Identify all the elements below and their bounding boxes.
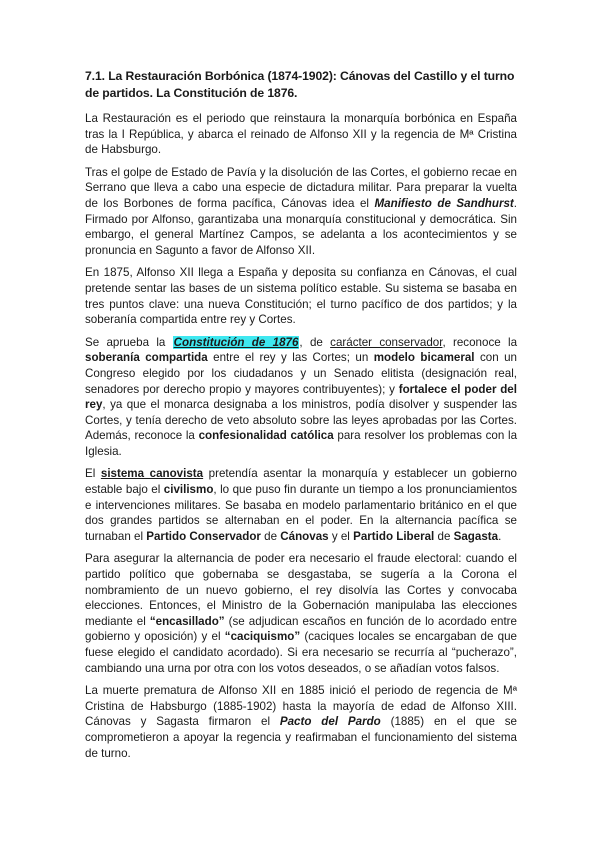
caciquismo: “caciquismo” — [224, 630, 301, 644]
paragraph-constitucion — [85, 335, 517, 460]
modelo-bicameral: modelo bicameral — [373, 351, 475, 365]
text-run: (se adjudican escaños en función de lo acordado entre gobierno y oposición) y el — [85, 614, 517, 644]
text-run: de — [260, 529, 281, 543]
sagasta: Sagasta — [453, 529, 499, 543]
civilismo: civilismo — [163, 483, 214, 497]
confesionalidad-catolica: confesionalidad católica — [198, 429, 334, 443]
text-run: Para asegurar la alternancia de poder era necesario el fraude electoral: cuando el partido político que gobernaba se desgastaba, se sugería a la Corona el nombramiento de un nuevo gobierno, el rey disolvía las Cortes y convocaba elecciones. Entonces, el Ministro de la Gobernación manipulaba las elecciones mediante el — [85, 552, 517, 628]
document-page — [85, 68, 517, 768]
text-run: y el — [328, 529, 354, 543]
paragraph-fraude-electoral — [85, 551, 517, 676]
partido-conservador: Partido Conservador — [146, 529, 261, 543]
canovas: Cánovas — [280, 529, 329, 543]
paragraph-sistema-canovista — [85, 466, 517, 544]
section-title: 7.1. La Restauración Borbónica (1874-1902): Cánovas del Castillo y el turno de partidos. La Constitución de 1876. — [85, 69, 515, 100]
text-run: entre el rey y las Cortes; un — [207, 351, 374, 365]
text-run: , de — [299, 335, 331, 349]
highlight-constitucion-1876: Constitución de 1876 — [173, 335, 299, 349]
partido-liberal: Partido Liberal — [353, 529, 435, 543]
text-run: , ya que el monarca designaba a los ministros, podía disolver y suspender las Cortes, y tenía derecho de veto absoluto sobre las leyes aprobadas por las Cortes. Además, reconoce la — [85, 398, 517, 443]
text-run: con un Congreso elegido por los ciudadanos y un Senado elitista (designación real, senadores por derecho propio y mayores contribuyentes); y — [85, 351, 518, 396]
fortalece-poder-rey: fortalece el poder del rey — [85, 382, 517, 412]
encasillado: “encasillado” — [149, 614, 225, 628]
text-run: , reconoce la — [442, 335, 518, 349]
caracter-conservador: carácter conservador — [330, 335, 443, 349]
text-run: para resolver los problemas con la Iglesia. — [85, 429, 518, 458]
text-run: pretendía asentar la monarquía y establecer un gobierno estable bajo el — [85, 467, 517, 497]
text-run: (caciques locales se encargaban de que fuese elegido el candidato acordado). Si era necesario se recurría al “pucherazo”, cambiando una urna por otra con los votos deseados, o se añadían votos falsos. — [85, 630, 517, 675]
text-run: . Firmado por Alfonso, garantizaba una monarquía constitucional y democrática. Sin embargo, el general Martínez Campos, se adelanta a los acontecimientos y se pronuncia en Sagunto a favor de Alfonso XII. — [85, 196, 517, 257]
paragraph-regencia — [85, 683, 517, 761]
sistema-canovista: sistema canovista — [100, 467, 204, 481]
paragraph-pavia — [85, 165, 517, 259]
text-run: (1885) en el que se comprometieron a apoyar la regencia y reafirmaban el funcionamiento del sistema de turno. — [85, 715, 517, 760]
text-run: , lo que puso fin durante un tiempo a los pronunciamientos e intervenciones militares. Se basaba en modelo parlamentario británico en el que dos grandes partidos se alternaban en el poder. En la alternancia pacífica se turnaban el — [85, 483, 517, 543]
paragraph-1875: En 1875, Alfonso XII llega a España y deposita su confianza en Cánovas, el cual pretende sentar las bases de un sistema político estable. Su sistema se basaba en tres puntos clave: una nueva Constitución; el turno pacífico de dos partidos; y la soberanía compartida entre rey y Cortes. — [85, 266, 517, 327]
text-run: La muerte prematura de Alfonso XII en 1885 inició el periodo de regencia de Mª Cristina de Habsburgo (1885-1902) hasta la mayoría de edad de Alfonso XIII. Cánovas y Sagasta firmaron el — [85, 684, 517, 729]
text-run: de — [434, 529, 454, 543]
text-run: . — [498, 529, 502, 543]
text-run: Se aprueba la — [85, 335, 173, 349]
paragraph-intro: La Restauración es el periodo que reinstaura la monarquía borbónica en España tras la I República, y abarca el reinado de Alfonso XII y la regencia de Mª Cristina de Habsburgo. — [85, 112, 517, 157]
pacto-del-pardo: Pacto del Pardo — [279, 715, 381, 729]
soberania-compartida: soberanía compartida — [85, 351, 208, 365]
manifiesto-sandhurst: Manifiesto de Sandhurst — [374, 196, 514, 210]
text-run: El — [85, 467, 101, 481]
text-run: Tras el golpe de Estado de Pavía y la disolución de las Cortes, el gobierno recae en Serrano que lleva a cabo una especie de dictadura militar. Para preparar la vuelta de los Borbones de forma pacífica, Cánovas idea el — [85, 165, 517, 210]
